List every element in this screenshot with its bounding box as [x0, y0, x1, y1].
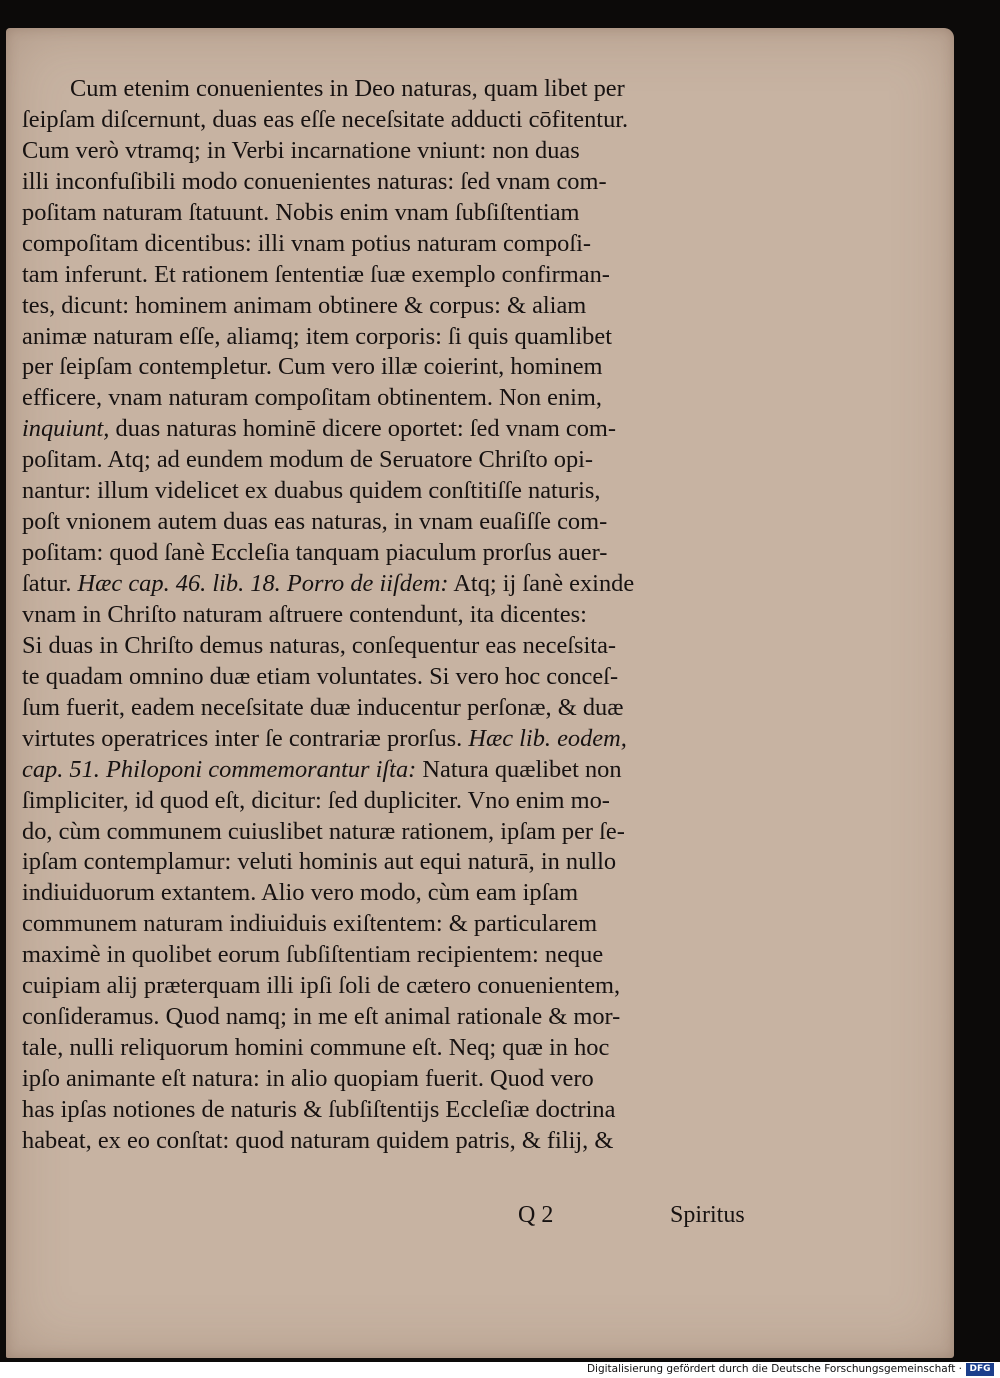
text-line: poſitam. Atq; ad eundem modum de Seruatore Chriſto opi- [22, 446, 594, 474]
text-line: ſimpliciter, id quod eſt, dicitur: ſed dupliciter. Vno enim mo- [22, 786, 610, 814]
text-line: illi inconfuſibili modo conuenientes naturas: ſed vnam com- [22, 167, 607, 195]
text-line: conſideramus. Quod namq; in me eſt animal rationale & mor- [22, 1003, 621, 1031]
text-line: animæ naturam eſſe, aliamq; item corporis: ſi quis quamlibet [22, 322, 612, 350]
text-line: ſum fuerit, eadem neceſsitate duæ inducentur perſonæ, & duæ [22, 693, 624, 721]
text-segment: virtutes operatrices inter ſe contrariæ prorſus. [22, 724, 469, 752]
signature-mark: Q 2 [518, 1202, 554, 1228]
text-line: poſitam naturam ſtatuunt. Nobis enim vnam ſubſiſtentiam [22, 198, 580, 226]
italic-reference: inquiunt, [22, 415, 110, 443]
text-line [22, 414, 784, 445]
text-line [22, 569, 784, 600]
text-segment: Atq; ij ſanè exinde [448, 570, 635, 597]
italic-reference: Hæc cap. 46. lib. 18. Porro de iiſdem: [77, 570, 449, 597]
text-line: do, cùm communem cuiuslibet naturæ rationem, ipſam per ſe- [22, 817, 625, 845]
text-line: communem naturam indiuiduis exiſtentem: & particularem [22, 910, 598, 938]
text-line: Cum etenim conuenientes in Deo naturas, quam libet per [70, 75, 625, 102]
text-line: habeat, ex eo conſtat: quod naturam quidem patris, & filij, & [22, 1126, 614, 1154]
text-line [22, 724, 784, 755]
text-line: efficere, vnam naturam compoſitam obtinentem. Non enim, [22, 384, 603, 412]
funding-credit: Digitalisierung gefördert durch die Deutsche Forschungsgemeinschaft · [586, 1363, 962, 1375]
text-segment: Natura quælibet non [416, 755, 622, 783]
text-line: maximè in quolibet eorum ſubſiſtentiam recipientem: neque [22, 941, 604, 969]
text-line [22, 755, 784, 786]
italic-reference: Hæc lib. eodem, [468, 724, 627, 752]
text-line: nantur: illum videlicet ex duabus quidem conſtitiſſe naturis, [22, 477, 601, 505]
text-segment: duas naturas hominē dicere oportet: ſed vnam com- [109, 415, 617, 443]
text-line: vnam in Chriſto naturam aſtruere contendunt, ita dicentes: [22, 600, 587, 628]
text-line: indiuiduorum extantem. Alio vero modo, cùm eam ipſam [22, 879, 579, 907]
text-line: ipſam contemplamur: veluti hominis aut equi naturā, in nullo [22, 848, 617, 876]
book-page [6, 28, 954, 1358]
text-line: compoſitam dicentibus: illi vnam potius naturam compoſi- [22, 229, 592, 257]
text-line: Cum verò vtramq; in Verbi incarnatione vniunt: non duas [22, 136, 580, 164]
text-line: ipſo animante eſt natura: in alio quopiam fuerit. Quod vero [22, 1065, 594, 1092]
text-line: tam inferunt. Et rationem ſententiæ ſuæ exemplo confirman- [22, 260, 610, 288]
page-text-block [22, 74, 784, 1157]
text-line: poſt vnionem autem duas eas naturas, in vnam euaſiſſe com- [22, 508, 608, 536]
catchword: Spiritus [670, 1202, 745, 1228]
text-line: ſeipſam diſcernunt, duas eas eſſe neceſsitate adducti cōfitentur. [22, 105, 629, 133]
text-line: per ſeipſam contempletur. Cum vero illæ coierint, hominem [22, 353, 603, 381]
text-line: tale, nulli reliquorum homini commune eſt. Neq; quæ in hoc [22, 1034, 610, 1062]
italic-reference: cap. 51. Philoponi commemorantur iſta: [22, 755, 417, 783]
text-line: tes, dicunt: hominem animam obtinere & corpus: & aliam [22, 291, 587, 319]
text-line: has ipſas notiones de naturis & ſubſiſtentijs Eccleſiæ doctrina [22, 1095, 616, 1123]
text-line: Si duas in Chriſto demus naturas, conſequentur eas neceſsita- [22, 631, 617, 659]
text-line: poſitam: quod ſanè Eccleſia tanquam piaculum prorſus auer- [22, 539, 608, 567]
dfg-logo: DFG [966, 1363, 994, 1376]
text-segment: ſatur. [22, 570, 78, 597]
text-line: te quadam omnino duæ etiam voluntates. Si vero hoc conceſ- [22, 662, 619, 690]
digitization-footer [0, 1362, 1000, 1378]
text-line: cuipiam alij præterquam illi ipſi ſoli de cætero conuenientem, [22, 972, 621, 1000]
